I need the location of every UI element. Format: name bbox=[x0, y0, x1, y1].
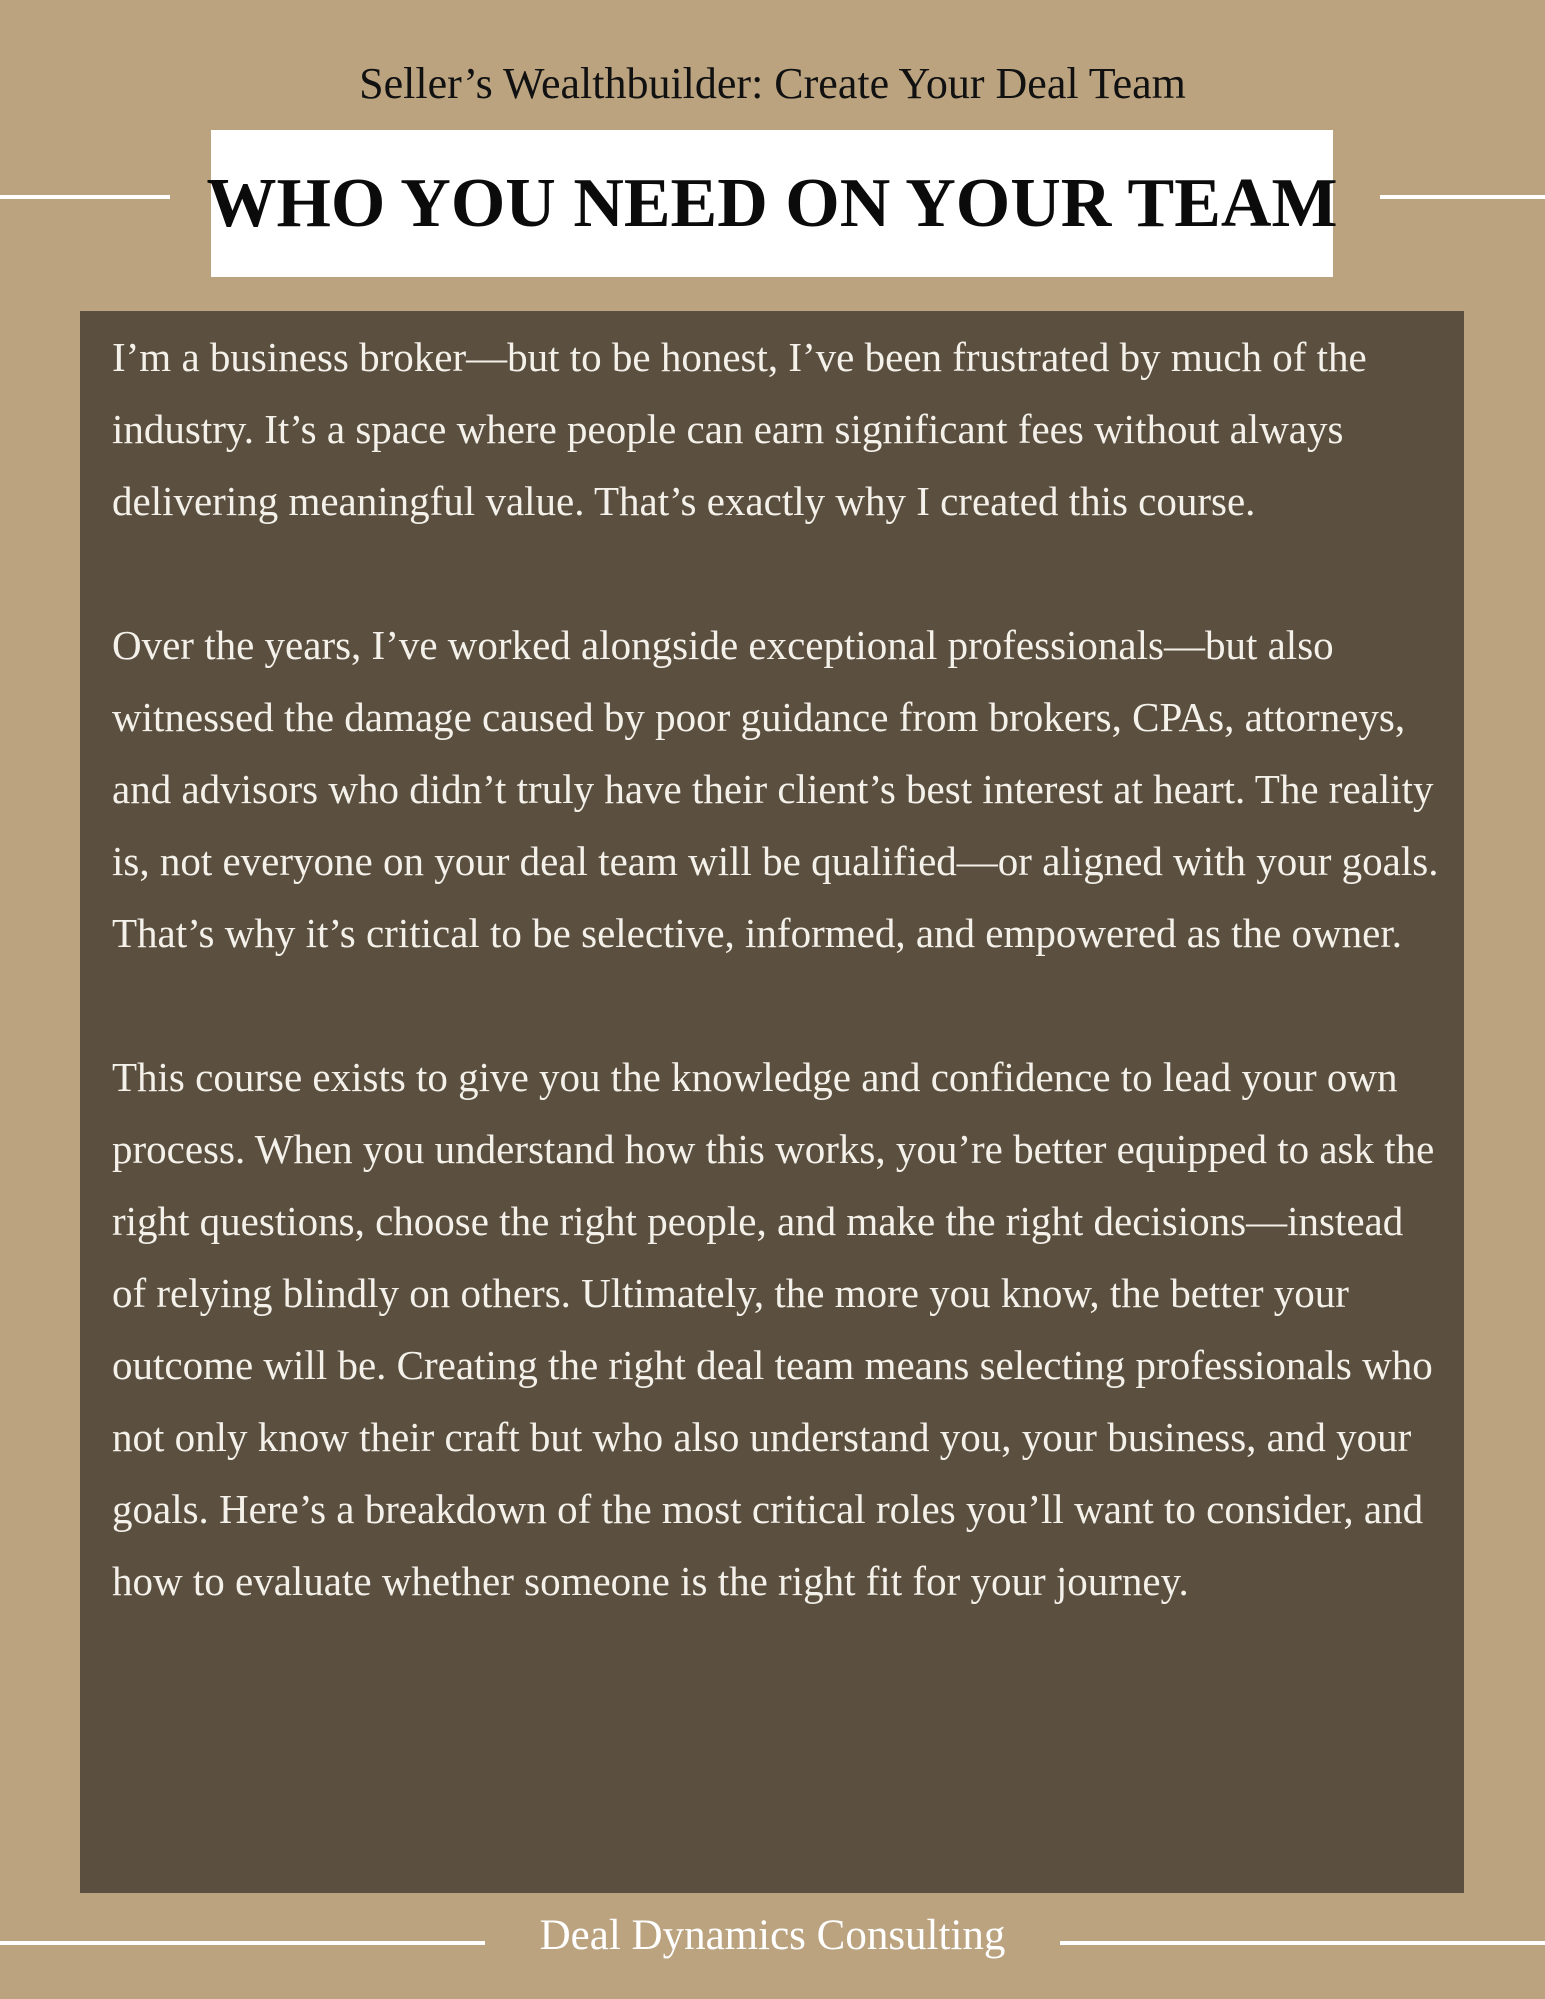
body-paragraph: I’m a business broker—but to be honest, I’ve been frustrated by much of the industry. It’s a space where people can earn significant fees without always delivering meaningful value. That’s exactly why I created this course. bbox=[112, 334, 1367, 524]
content-panel bbox=[80, 311, 1464, 1893]
decorative-rule-right bbox=[1380, 195, 1545, 199]
decorative-rule-left bbox=[0, 195, 170, 199]
title-banner bbox=[206, 130, 1338, 277]
footer-company: Deal Dynamics Consulting bbox=[539, 1912, 1006, 1959]
page-title: WHO YOU NEED ON YOUR TEAM bbox=[206, 164, 1338, 242]
body-paragraph: Over the years, I’ve worked alongside exceptional professionals—but also witnessed the damage caused by poor guidance from brokers, CPAs, attorneys, and advisors who didn’t truly have their client’s best interest at heart. The reality is, not everyone on your deal team will be qualified—or aligned with your goals. That’s why it’s critical to be selective, informed, and empowered as the owner. bbox=[112, 622, 1439, 956]
decorative-rule-bottom-right bbox=[1060, 1941, 1545, 1945]
body-text bbox=[112, 321, 1442, 1689]
body-paragraph: This course exists to give you the knowledge and confidence to lead your own process. When you understand how this works, you’re better equipped to ask the right questions, choose the right people, and make the right decisions—instead of relying blindly on others. Ultimately, the more you know, the better your outcome will be. Creating the right deal team means selecting professionals who not only know their craft but who also understand you, your business, and your goals. Here’s a breakdown of the most critical roles you’ll want to consider, and how to evaluate whether someone is the right fit for your journey. bbox=[112, 1054, 1435, 1604]
document-subtitle: Seller’s Wealthbuilder: Create Your Deal Team bbox=[359, 59, 1186, 108]
